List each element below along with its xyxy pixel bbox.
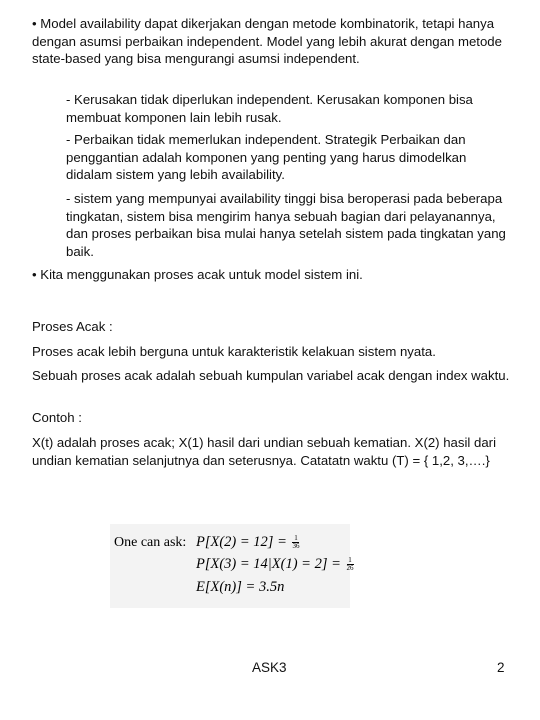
- collection-paragraph: Sebuah proses acak adalah sebuah kumpulan variabel acak dengan index waktu.: [32, 368, 510, 383]
- section-heading: Proses Acak :: [32, 319, 113, 334]
- definition-paragraph: Proses acak lebih berguna untuk karakteristik kelakuan sistem nyata.: [32, 344, 436, 359]
- formula-image: [110, 524, 354, 608]
- footer-label: ASK3: [252, 660, 287, 675]
- fraction-2-denominator: 26: [346, 564, 354, 573]
- fraction-1-numerator: 1: [294, 534, 298, 543]
- fraction-2-numerator: 1: [348, 556, 352, 565]
- example-paragraph: X(t) adalah proses acak; X(1) hasil dari undian sebuah kematian. X(2) hasil dari undian kematian selanjutnya dan seterusnya. Catatatn waktu (T) = { 1,2, 3,….}: [32, 435, 497, 468]
- fraction-2: [347, 557, 354, 572]
- intro-paragraph: • Model availability dapat dikerjakan dengan metode kombinatorik, tetapi hanya dengan asumsi perbaikan independent. Model yang lebih akurat dengan metode state-based yang bisa mengurangi asumsi independent.: [32, 16, 502, 66]
- formula-line-2: [196, 556, 354, 573]
- fraction-1-denominator: 36: [292, 542, 300, 551]
- random-process-bullet: • Kita menggunakan proses acak untuk model sistem ini.: [32, 267, 363, 282]
- formula-line-1-text: P[X(2) = 12] =: [196, 534, 287, 550]
- sub-point-levels: - sistem yang mempunyai availability tinggi bisa beroperasi pada beberapa tingkatan, sistem bisa mengirim hanya sebuah bagian dari pelayanannya, dan proses perbaikan bisa mulai hanya setelah sistem pada tingkatan yang baik.: [66, 191, 506, 259]
- formula-line-3: E[X(n)] = 3.5n: [196, 579, 285, 595]
- sub-point-failure: - Kerusakan tidak diperlukan independent. Kerusakan komponen bisa membuat komponen lain lebih rusak.: [66, 92, 473, 125]
- sub-point-repair: - Perbaikan tidak memerlukan independent. Strategik Perbaikan dan penggantian adalah komponen yang penting yang harus dimodelkan didalam sistem yang lebih availability.: [66, 132, 467, 182]
- fraction-1: [292, 535, 299, 550]
- formula-line-2-text: P[X(3) = 14|X(1) = 2] =: [196, 556, 341, 572]
- page-number: 2: [497, 660, 505, 675]
- example-label: Contoh :: [32, 410, 82, 425]
- formula-lead: One can ask:: [114, 535, 187, 550]
- formula-line-1: [196, 534, 299, 551]
